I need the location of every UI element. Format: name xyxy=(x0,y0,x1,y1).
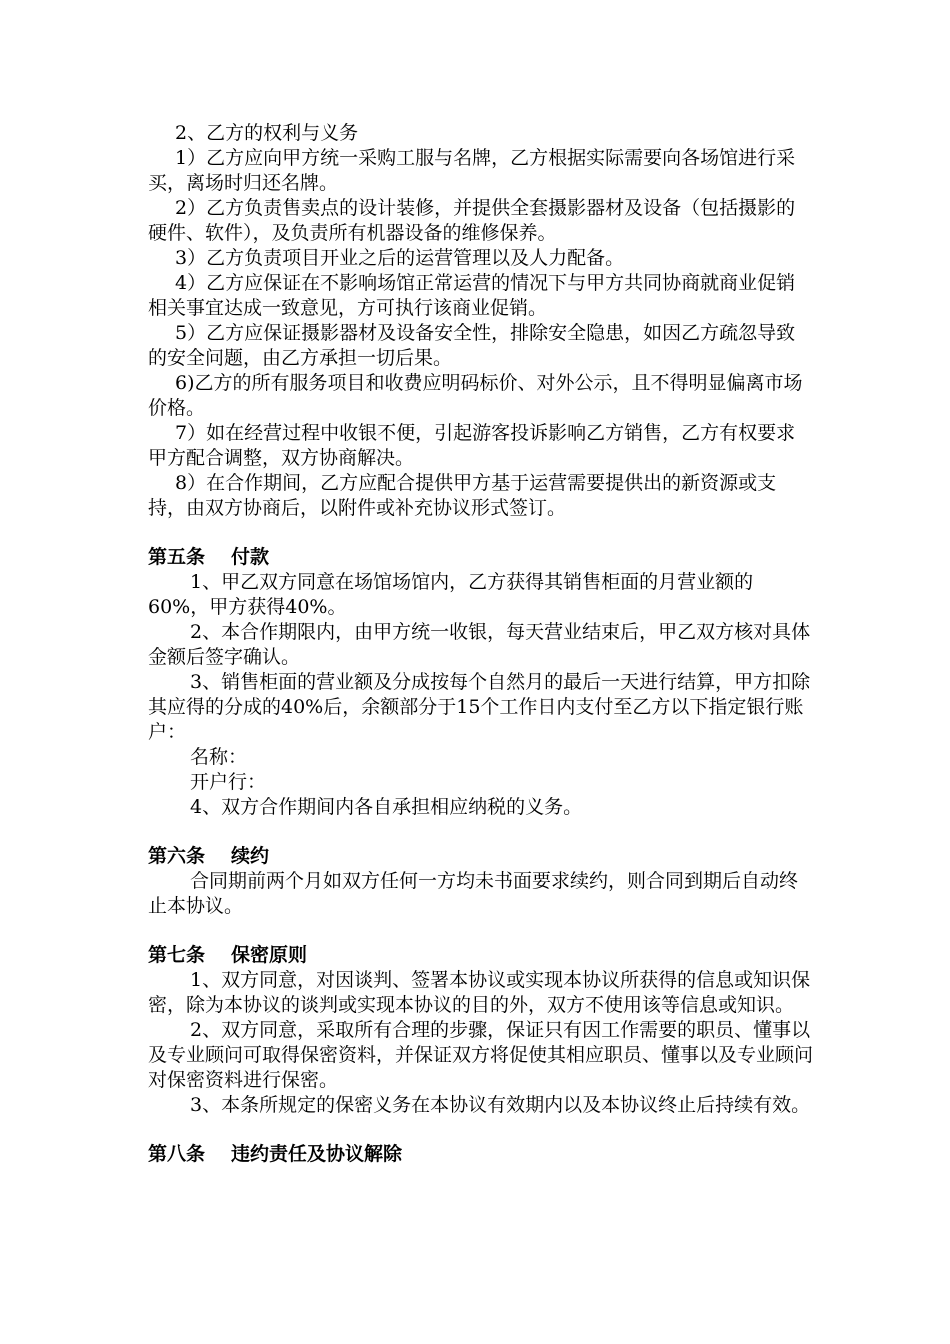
clause-item: 1、甲乙双方同意在场馆场馆内，乙方获得其销售柜面的月营业额的60%，甲方获得40%。 xyxy=(148,571,754,618)
article-heading xyxy=(148,943,813,968)
article-title: 付款 xyxy=(231,546,270,568)
article-8-breach xyxy=(148,1142,813,1167)
document-body xyxy=(148,121,813,1167)
article-number: 第七条 xyxy=(148,944,206,966)
clause-item: 3、销售柜面的营业额及分成按每个自然月的最后一天进行结算，甲方扣除其应得的分成的40%后，余额部分于15个工作日内支付至乙方以下指定银行账户： xyxy=(148,671,811,743)
account-name-label: 名称： xyxy=(190,746,248,768)
article-number: 第六条 xyxy=(148,845,206,867)
clause-item: 8）在合作期间，乙方应配合提供甲方基于运营需要提供出的新资源或支持，由双方协商后，以附件或补充协议形式签订。 xyxy=(148,472,777,519)
article-number: 第八条 xyxy=(148,1143,206,1165)
article-heading xyxy=(148,844,813,869)
article-5-payment xyxy=(148,545,813,820)
party-b-rights-section xyxy=(148,121,813,521)
bank-label: 开户行： xyxy=(190,771,267,793)
article-number: 第五条 xyxy=(148,546,206,568)
clause-item: 4、双方合作期间内各自承担相应纳税的义务。 xyxy=(190,796,583,818)
sub-heading: 2、乙方的权利与义务 xyxy=(175,122,359,144)
clause-item: 3、本条所规定的保密义务在本协议有效期内以及本协议终止后持续有效。 xyxy=(190,1094,811,1116)
clause-item: 5）乙方应保证摄影器材及设备安全性，排除安全隐患，如因乙方疏忽导致的安全问题，由乙方承担一切后果。 xyxy=(148,322,796,369)
article-title: 违约责任及协议解除 xyxy=(231,1143,403,1165)
article-heading xyxy=(148,545,813,570)
clause-item: 4）乙方应保证在不影响场馆正常运营的情况下与甲方共同协商就商业促销相关事宜达成一致意见，方可执行该商业促销。 xyxy=(148,272,796,319)
clause-item: 2、本合作期限内，由甲方统一收银，每天营业结束后，甲乙双方核对具体金额后签字确认。 xyxy=(148,621,811,668)
article-title: 保密原则 xyxy=(231,944,308,966)
clause-item: 1）乙方应向甲方统一采购工服与名牌，乙方根据实际需要向各场馆进行采买，离场时归还名牌。 xyxy=(148,147,796,194)
article-title: 续约 xyxy=(231,845,270,867)
clause-item: 7）如在经营过程中收银不便，引起游客投诉影响乙方销售，乙方有权要求甲方配合调整，双方协商解决。 xyxy=(148,422,796,469)
clause-item: 6)乙方的所有服务项目和收费应明码标价、对外公示，且不得明显偏离市场价格。 xyxy=(148,372,803,419)
clause-item: 1、双方同意，对因谈判、签署本协议或实现本协议所获得的信息或知识保密，除为本协议的谈判或实现本协议的目的外，双方不使用该等信息或知识。 xyxy=(148,969,811,1016)
article-heading xyxy=(148,1142,813,1167)
clause-item: 2、双方同意，采取所有合理的步骤，保证只有因工作需要的职员、懂事以及专业顾问可取得保密资料，并保证双方将促使其相应职员、懂事以及专业顾问对保密资料进行保密。 xyxy=(148,1019,814,1091)
article-6-renewal xyxy=(148,844,813,919)
clause-item: 2）乙方负责售卖点的设计装修，并提供全套摄影器材及设备（包括摄影的硬件、软件），及负责所有机器设备的维修保养。 xyxy=(148,197,796,244)
article-7-confidentiality xyxy=(148,943,813,1118)
clause-body: 合同期前两个月如双方任何一方均未书面要求续约，则合同到期后自动终止本协议。 xyxy=(148,870,799,917)
clause-item: 3）乙方负责项目开业之后的运营管理以及人力配备。 xyxy=(175,247,625,269)
